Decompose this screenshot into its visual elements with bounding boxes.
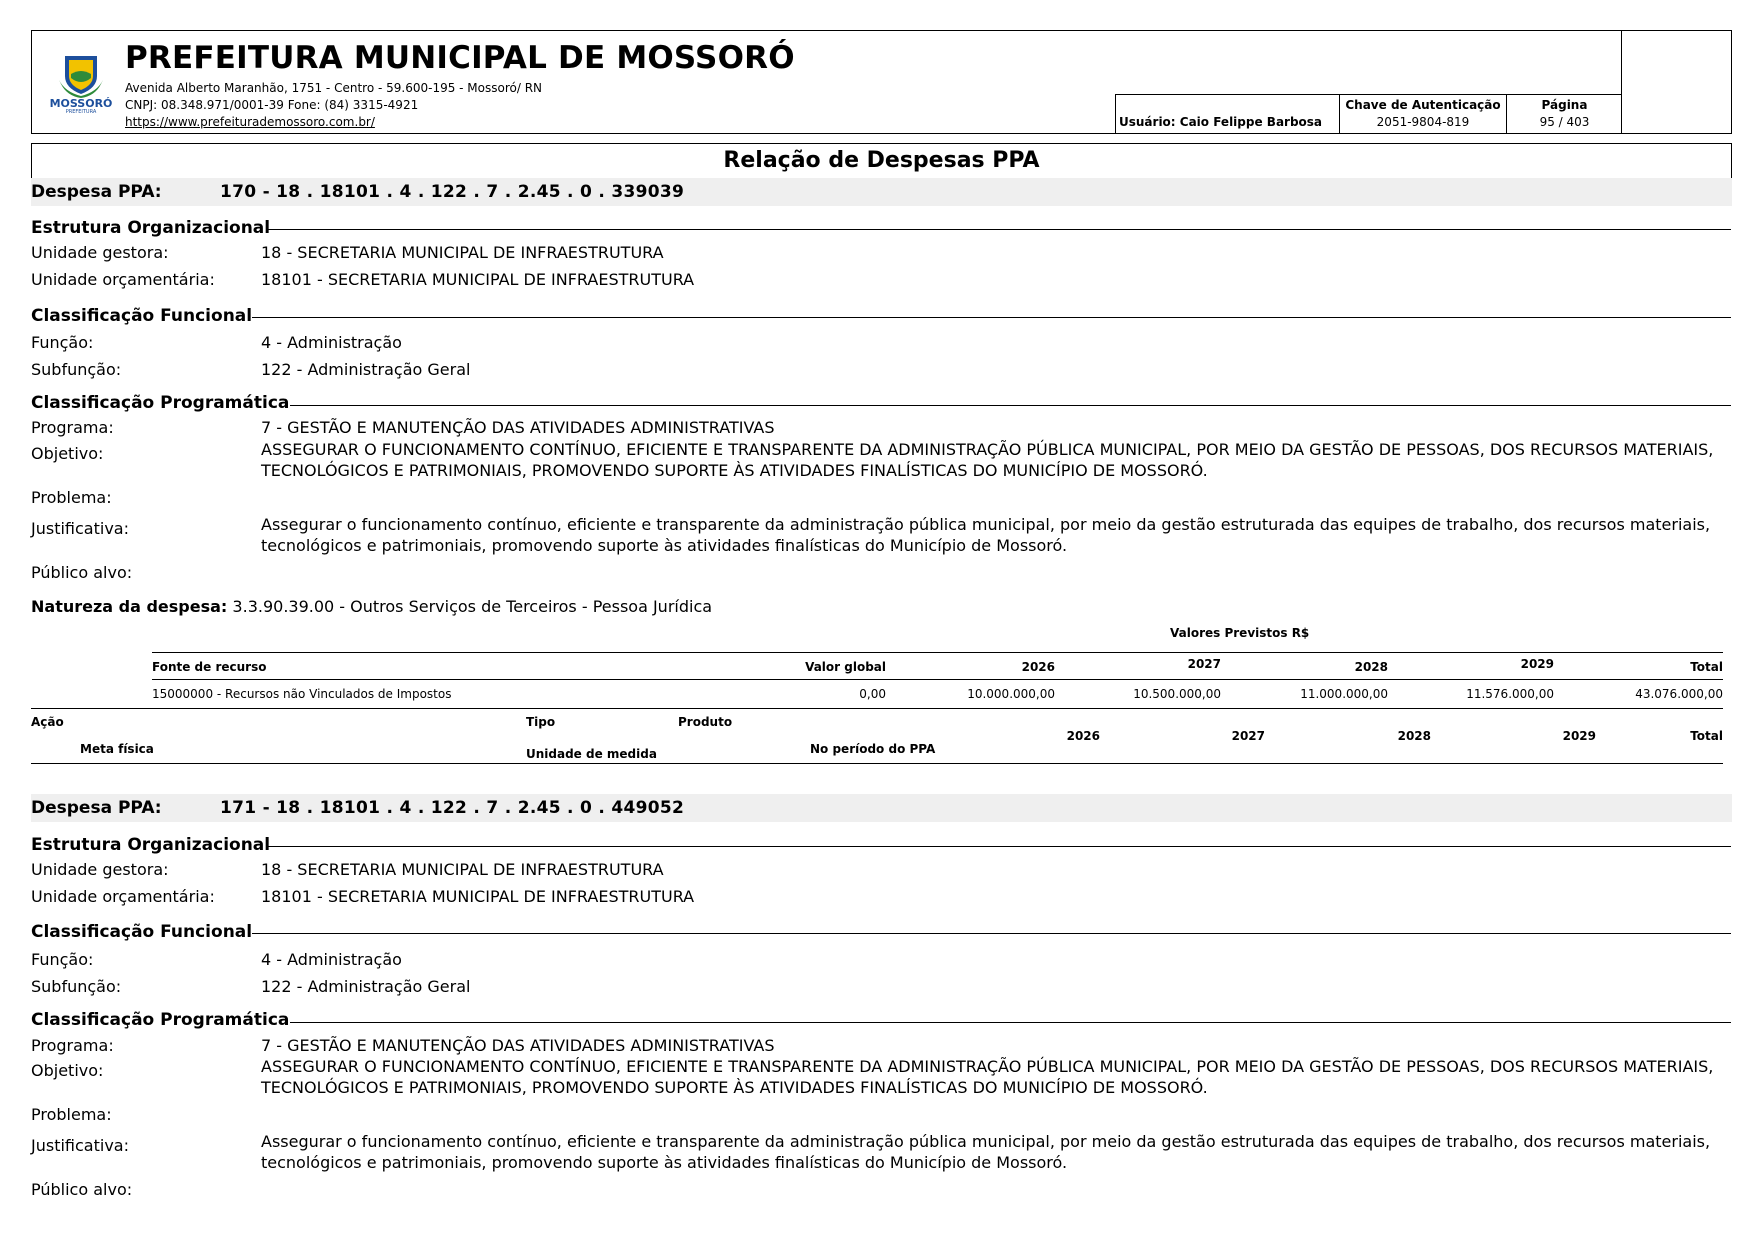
col-valor-global: Valor global bbox=[805, 660, 886, 674]
svg-text:PREFEITURA: PREFEITURA bbox=[65, 109, 97, 114]
col-2028: 2028 bbox=[1354, 660, 1388, 674]
expense-band bbox=[31, 794, 1732, 822]
value-programa: 7 - GESTÃO E MANUTENÇÃO DAS ATIVIDADES ADMINISTRATIVAS bbox=[261, 418, 775, 437]
header-divider bbox=[1621, 30, 1622, 134]
section-rule bbox=[266, 846, 1731, 847]
label-justificativa: Justificativa: bbox=[31, 519, 129, 538]
value-objetivo: ASSEGURAR O FUNCIONAMENTO CONTÍNUO, EFICIENTE E TRANSPARENTE DA ADMINISTRAÇÃO PÚBLICA MUNICIPAL, POR MEIO DA GESTÃO DE PESSOAS, DOS RECURSOS MATERIAIS, TECNOLÓGICOS E PATRIMONIAIS, PROMOVENDO SUPORTE ÀS ATIVIDADES FINALÍSTICAS DO MUNICÍPIO DE MOSSORÓ. bbox=[261, 1057, 1714, 1097]
institution-url[interactable]: https://www.prefeiturademossoro.com.br/ bbox=[125, 115, 375, 129]
col-2027: 2027 bbox=[1187, 657, 1221, 671]
col-periodo: No período do PPA bbox=[810, 742, 936, 756]
auth-label: Chave de Autenticação bbox=[1345, 98, 1501, 112]
label-unidade-gestora: Unidade gestora: bbox=[31, 860, 169, 879]
institution-name: PREFEITURA MUNICIPAL DE MOSSORÓ bbox=[125, 40, 795, 76]
value-funcao: 4 - Administração bbox=[261, 950, 402, 969]
label-programa: Programa: bbox=[31, 418, 114, 437]
section-classificacao-funcional: Classificação Funcional bbox=[31, 306, 253, 326]
value-objetivo: ASSEGURAR O FUNCIONAMENTO CONTÍNUO, EFICIENTE E TRANSPARENTE DA ADMINISTRAÇÃO PÚBLICA MUNICIPAL, POR MEIO DA GESTÃO DE PESSOAS, DOS RECURSOS MATERIAIS, TECNOLÓGICOS E PATRIMONIAIS, PROMOVENDO SUPORTE ÀS ATIVIDADES FINALÍSTICAS DO MUNICÍPIO DE MOSSORÓ. bbox=[261, 440, 1714, 480]
institution-address: Avenida Alberto Maranhão, 1751 - Centro - 59.600-195 - Mossoró/ RN bbox=[125, 81, 543, 95]
page-number: 95 / 403 bbox=[1539, 115, 1590, 129]
section-classificacao-funcional: Classificação Funcional bbox=[31, 922, 253, 942]
label-funcao: Função: bbox=[31, 333, 94, 352]
label-natureza: Natureza da despesa: bbox=[31, 597, 228, 616]
section-classificacao-programatica: Classificação Programática bbox=[31, 393, 290, 413]
auth-value: 2051-9804-819 bbox=[1376, 115, 1470, 129]
value-natureza: 3.3.90.39.00 - Outros Serviços de Terceiros - Pessoa Jurídica bbox=[232, 597, 713, 616]
col-tipo: Tipo bbox=[526, 715, 556, 729]
label-problema: Problema: bbox=[31, 488, 112, 507]
cell-valor-global: 0,00 bbox=[859, 687, 886, 701]
value-unidade-gestora: 18 - SECRETARIA MUNICIPAL DE INFRAESTRUTURA bbox=[261, 243, 664, 262]
section-estrutura: Estrutura Organizacional bbox=[31, 218, 271, 238]
cell-2029: 11.576.000,00 bbox=[1466, 687, 1554, 701]
value-subfuncao: 122 - Administração Geral bbox=[261, 360, 471, 379]
section-rule bbox=[266, 229, 1731, 230]
section-classificacao-programatica: Classificação Programática bbox=[31, 1010, 290, 1030]
value-unidade-gestora: 18 - SECRETARIA MUNICIPAL DE INFRAESTRUTURA bbox=[261, 860, 664, 879]
col-action-total: Total bbox=[1690, 729, 1723, 743]
col-2026: 2026 bbox=[1021, 660, 1055, 674]
page-label: Página bbox=[1541, 98, 1588, 112]
user-name: Usuário: Caio Felippe Barbosa bbox=[1119, 115, 1323, 129]
cell-total: 43.076.000,00 bbox=[1635, 687, 1723, 701]
value-unidade-orcamentaria: 18101 - SECRETARIA MUNICIPAL DE INFRAESTRUTURA bbox=[261, 887, 695, 906]
table-rule bbox=[152, 679, 1723, 680]
col-2029: 2029 bbox=[1520, 657, 1554, 671]
value-unidade-orcamentaria: 18101 - SECRETARIA MUNICIPAL DE INFRAESTRUTURA bbox=[261, 270, 695, 289]
report-title: Relação de Despesas PPA bbox=[31, 143, 1732, 179]
col-acao: Ação bbox=[31, 715, 64, 729]
cell-2028: 11.000.000,00 bbox=[1300, 687, 1388, 701]
table-rule bbox=[152, 652, 1723, 653]
svg-text:MOSSORÓ: MOSSORÓ bbox=[49, 97, 113, 110]
table-rule bbox=[31, 763, 1723, 764]
section-rule bbox=[252, 317, 1731, 318]
col-meta-fisica: Meta física bbox=[80, 742, 154, 756]
section-rule bbox=[252, 933, 1731, 934]
col-year-2028: 2028 bbox=[1397, 729, 1431, 743]
page-box bbox=[1506, 94, 1622, 134]
col-fonte: Fonte de recurso bbox=[152, 660, 267, 674]
values-caption: Valores Previstos R$ bbox=[1170, 626, 1310, 640]
section-rule bbox=[290, 1022, 1731, 1023]
value-funcao: 4 - Administração bbox=[261, 333, 402, 352]
section-estrutura: Estrutura Organizacional bbox=[31, 835, 271, 855]
label-programa: Programa: bbox=[31, 1036, 114, 1055]
table-rule bbox=[31, 708, 1723, 709]
label-problema: Problema: bbox=[31, 1105, 112, 1124]
cell-2027: 10.500.000,00 bbox=[1133, 687, 1221, 701]
label-objetivo: Objetivo: bbox=[31, 444, 104, 463]
municipal-logo bbox=[45, 50, 117, 114]
label-objetivo: Objetivo: bbox=[31, 1061, 104, 1080]
label-unidade-orcamentaria: Unidade orçamentária: bbox=[31, 887, 215, 906]
value-justificativa: Assegurar o funcionamento contínuo, eficiente e transparente da administração pública municipal, por meio da gestão estruturada das equipes de trabalho, dos recursos materiais, tecnológicos e patrimoniais, promovendo suporte às atividades finalísticas do Município de Mossoró. bbox=[261, 1132, 1711, 1172]
col-total: Total bbox=[1690, 660, 1723, 674]
label-subfuncao: Subfunção: bbox=[31, 977, 122, 996]
label-publico-alvo: Público alvo: bbox=[31, 563, 133, 582]
label-unidade-orcamentaria: Unidade orçamentária: bbox=[31, 270, 215, 289]
value-programa: 7 - GESTÃO E MANUTENÇÃO DAS ATIVIDADES ADMINISTRATIVAS bbox=[261, 1036, 775, 1055]
expense-label: Despesa PPA: bbox=[31, 798, 162, 818]
value-justificativa: Assegurar o funcionamento contínuo, eficiente e transparente da administração pública municipal, por meio da gestão estruturada das equipes de trabalho, dos recursos materiais, tecnológicos e patrimoniais, promovendo suporte às atividades finalísticas do Município de Mossoró. bbox=[261, 515, 1711, 555]
col-unidade-medida: Unidade de medida bbox=[526, 747, 657, 761]
user-box bbox=[1115, 94, 1339, 134]
expense-label: Despesa PPA: bbox=[31, 182, 162, 202]
label-subfuncao: Subfunção: bbox=[31, 360, 122, 379]
label-funcao: Função: bbox=[31, 950, 94, 969]
value-subfuncao: 122 - Administração Geral bbox=[261, 977, 471, 996]
col-year-2026: 2026 bbox=[1066, 729, 1100, 743]
label-justificativa: Justificativa: bbox=[31, 1136, 129, 1155]
col-produto: Produto bbox=[678, 715, 733, 729]
auth-box bbox=[1339, 94, 1506, 134]
cell-fonte: 15000000 - Recursos não Vinculados de Impostos bbox=[152, 687, 452, 701]
label-publico-alvo: Público alvo: bbox=[31, 1180, 133, 1199]
expense-code: 171 - 18 . 18101 . 4 . 122 . 7 . 2.45 . 0 . 449052 bbox=[220, 798, 685, 818]
section-rule bbox=[290, 405, 1731, 406]
col-year-2027: 2027 bbox=[1231, 729, 1265, 743]
expense-code: 170 - 18 . 18101 . 4 . 122 . 7 . 2.45 . 0 . 339039 bbox=[220, 182, 685, 202]
label-unidade-gestora: Unidade gestora: bbox=[31, 243, 169, 262]
cell-2026: 10.000.000,00 bbox=[967, 687, 1055, 701]
institution-contact: CNPJ: 08.348.971/0001-39 Fone: (84) 3315-4921 bbox=[125, 98, 419, 112]
expense-band bbox=[31, 178, 1732, 206]
col-year-2029: 2029 bbox=[1562, 729, 1596, 743]
natureza-despesa bbox=[31, 597, 712, 616]
